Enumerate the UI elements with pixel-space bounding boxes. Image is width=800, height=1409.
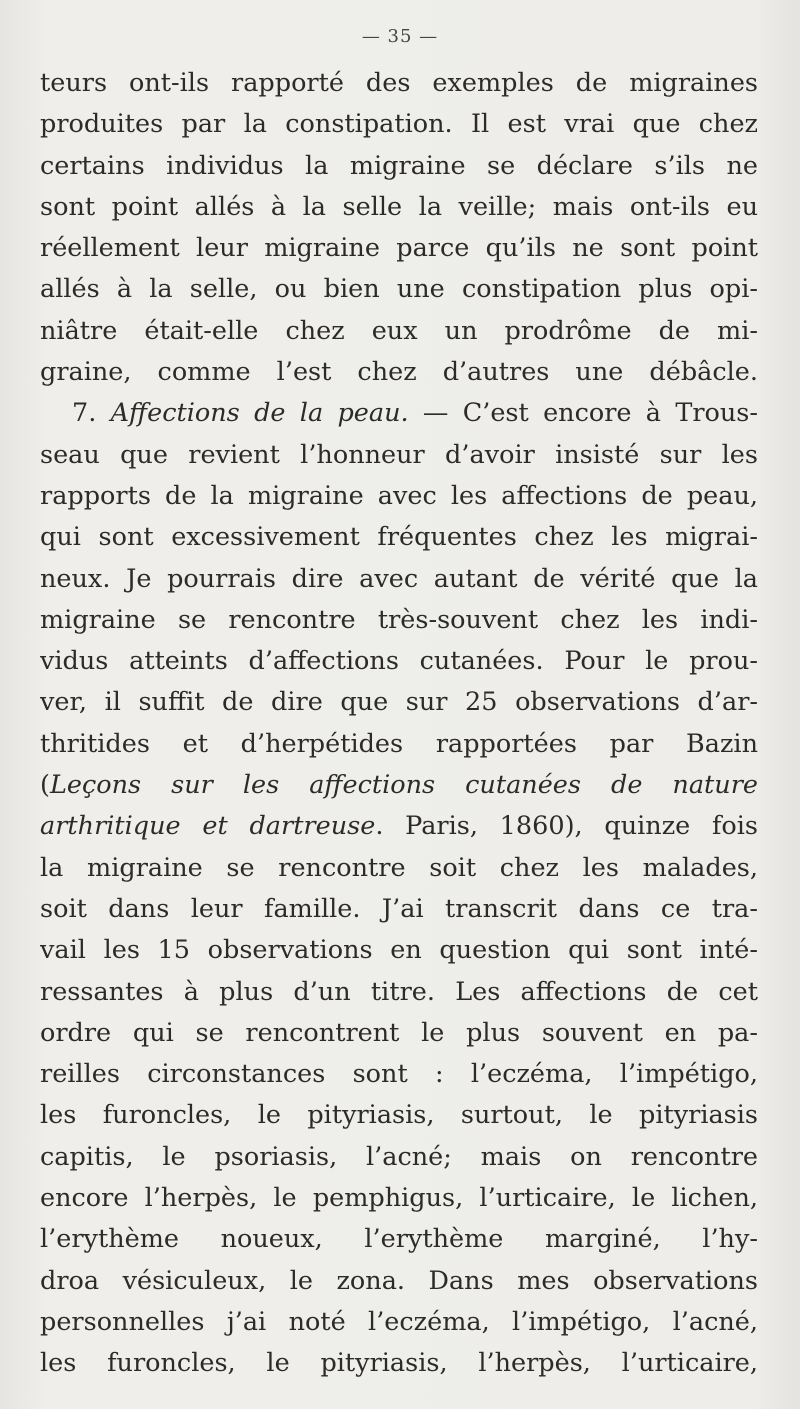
body-text xyxy=(40,63,758,1385)
text-line: droa vésiculeux, le zona. Dans mes observations xyxy=(40,1265,758,1296)
text-line: la migraine se rencontre soit chez les malades, xyxy=(40,852,758,883)
text-line: produites par la constipation. Il est vrai que chez xyxy=(40,109,758,140)
text-line: ver, il suffit de dire que sur 25 observations d’ar- xyxy=(40,687,758,718)
text-segment: . Paris, 1860), quinze fois xyxy=(375,811,758,842)
text-line: capitis, le psoriasis, l’acné; mais on rencontre xyxy=(40,1141,758,1172)
text-line: teurs ont-ils rapporté des exemples de migraines xyxy=(40,68,758,98)
text-line: l’erythème noueux, l’erythème marginé, l’hy- xyxy=(40,1224,758,1255)
text-line: sont point allés à la selle la veille; mais ont-ils eu xyxy=(40,191,758,222)
text-line xyxy=(40,765,758,806)
text-line: vidus atteints d’affections cutanées. Pour le prou- xyxy=(40,646,758,677)
page-number: — 35 — xyxy=(361,26,439,47)
text-line: certains individus la migraine se déclare s’ils ne xyxy=(40,150,758,181)
text-line: encore l’herpès, le pemphigus, l’urticaire, le lichen, xyxy=(40,1183,758,1214)
italic-text: arthritique et dartreuse xyxy=(40,811,376,842)
text-line: les furoncles, le pityriasis, l’herpès, l’urticaire, xyxy=(40,1348,758,1379)
text-line: migraine se rencontre très-souvent chez les indi- xyxy=(40,604,758,635)
text-line xyxy=(40,806,758,847)
text-line: vail les 15 observations en question qui sont inté- xyxy=(40,935,758,966)
text-line: ressantes à plus d’un titre. Les affections de cet xyxy=(40,976,758,1007)
text-line xyxy=(40,393,758,434)
text-line: reilles circonstances sont : l’eczéma, l’impétigo, xyxy=(40,1059,758,1090)
text-segment: ( xyxy=(40,770,50,801)
italic-text: Affections de la peau. xyxy=(110,398,409,429)
text-line: thritides et d’herpétides rapportées par Bazin xyxy=(40,728,758,759)
text-line: personnelles j’ai noté l’eczéma, l’impétigo, l’acné, xyxy=(40,1306,758,1337)
text-line: graine, comme l’est chez d’autres une débâcle. xyxy=(40,357,758,388)
text-segment: — C’est encore à Trous- xyxy=(408,398,758,429)
text-line: seau que revient l’honneur d’avoir insisté sur les xyxy=(40,439,758,470)
text-line: qui sont excessivement fréquentes chez les migrai- xyxy=(40,522,758,553)
text-line: neux. Je pourrais dire avec autant de vérité que la xyxy=(40,563,758,594)
text-line: les furoncles, le pityriasis, surtout, le pityriasis xyxy=(40,1100,758,1131)
text-line: ordre qui se rencontrent le plus souvent en pa- xyxy=(40,1017,758,1048)
text-line: réellement leur migraine parce qu’ils ne sont point xyxy=(40,233,758,264)
text-line: rapports de la migraine avec les affections de peau, xyxy=(40,480,758,511)
text-line: niâtre était-elle chez eux un prodrôme de mi- xyxy=(40,315,758,346)
text-line: allés à la selle, ou bien une constipation plus opi- xyxy=(40,274,758,305)
italic-text: Leçons sur les affections cutanées de nature xyxy=(49,770,758,801)
text-segment: 7. xyxy=(72,398,111,429)
text-line: soit dans leur famille. J’ai transcrit dans ce tra- xyxy=(40,893,758,924)
